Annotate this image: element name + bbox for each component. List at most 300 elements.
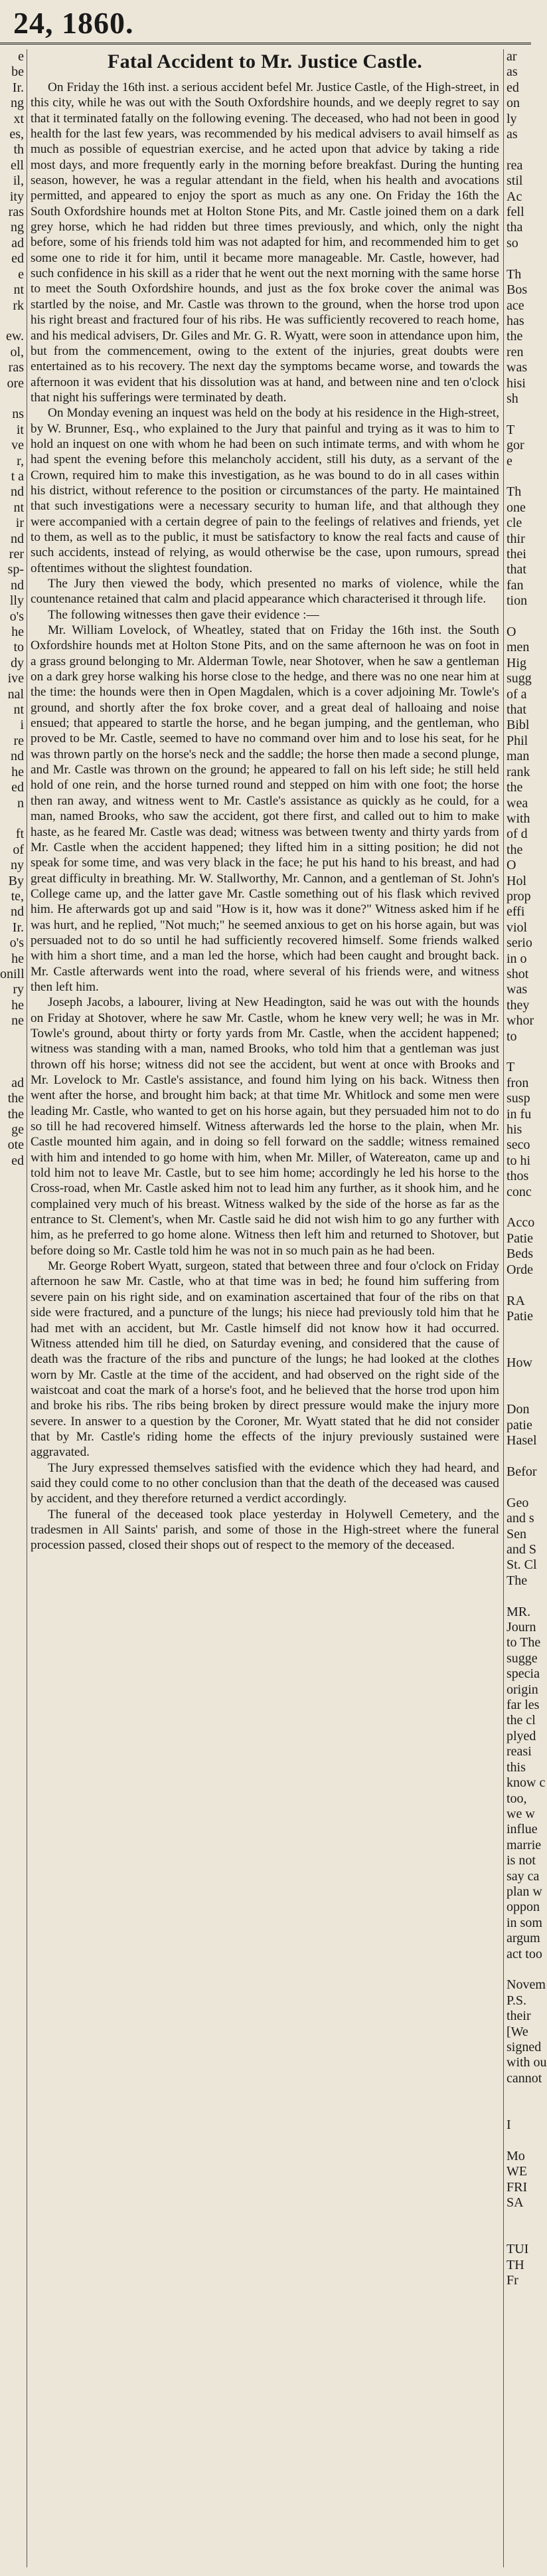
column-fragment: [0, 1542, 27, 1557]
column-fragment: act too: [507, 1946, 542, 1961]
column-fragment: ir: [15, 516, 24, 531]
column-fragment: ote: [7, 1138, 24, 1153]
column-fragment: [0, 2335, 27, 2351]
column-fragment: [0, 2273, 27, 2288]
column-fragment: so: [507, 235, 518, 250]
column-fragment: Bos: [507, 282, 528, 298]
column-fragment: nt: [13, 282, 24, 298]
column-fragment: [0, 1791, 27, 1807]
column-fragment: rank: [507, 764, 530, 779]
column-fragment: Journ: [507, 1620, 536, 1635]
column-fragment: viol: [507, 920, 528, 935]
column-fragment: [504, 1371, 532, 1387]
column-fragment: ew.: [5, 329, 24, 344]
column-fragment: [0, 2086, 27, 2102]
column-fragment: r,: [17, 453, 24, 468]
column-fragment: [504, 2086, 532, 2102]
column-fragment: susp: [507, 1091, 530, 1106]
column-fragment: ng: [11, 96, 24, 111]
column-fragment: [We: [507, 2024, 528, 2039]
column-fragment: TH: [507, 2257, 524, 2272]
column-fragment: cannot: [507, 2070, 542, 2086]
column-fragment: plyed: [507, 1728, 536, 1743]
column-fragment: conc: [507, 1184, 532, 1199]
column-fragment: sh: [507, 391, 518, 406]
column-fragment: one: [507, 500, 526, 515]
column-fragment: [0, 1044, 27, 1060]
column-fragment: to: [507, 1029, 517, 1044]
column-fragment: [504, 251, 532, 266]
column-fragment: whor: [507, 1013, 534, 1029]
column-fragment: that: [507, 702, 526, 718]
column-fragment: [0, 1605, 27, 1620]
column-fragment: they: [507, 997, 530, 1013]
column-fragment: hisi: [507, 375, 526, 391]
column-fragment: St. Cl: [507, 1557, 537, 1573]
column-fragment: Ir.: [12, 80, 24, 95]
column-fragment: [0, 2367, 27, 2382]
column-fragment: reasi: [507, 1744, 532, 1759]
column-fragment: [0, 1589, 27, 1604]
column-fragment: es,: [9, 127, 24, 142]
column-fragment: [504, 1340, 532, 1355]
column-fragment: [504, 1962, 532, 1977]
column-fragment: [0, 2149, 27, 2164]
column-fragment: the: [7, 1091, 24, 1106]
column-fragment: Hig: [507, 655, 526, 670]
column-fragment: [0, 1838, 27, 1853]
column-fragment: ren: [507, 344, 524, 359]
column-fragment: [0, 1060, 27, 1075]
column-fragment: gor: [507, 438, 524, 453]
column-fragment: has: [507, 313, 524, 328]
column-fragment: ft: [15, 827, 24, 842]
column-fragment: we w: [507, 1806, 535, 1821]
column-fragment: [0, 1231, 27, 1246]
column-fragment: ed: [507, 80, 519, 95]
right-adjacent-column: [503, 49, 547, 2567]
column-fragment: [504, 142, 532, 157]
column-fragment: stil: [507, 173, 523, 189]
column-fragment: ar: [507, 49, 517, 64]
column-fragment: [504, 1324, 532, 1339]
column-fragment: in fu: [507, 1106, 532, 1122]
column-fragment: nd: [11, 577, 24, 593]
column-fragment: be: [11, 64, 24, 80]
column-fragment: to hi: [507, 1153, 531, 1168]
column-fragment: ry: [13, 982, 24, 997]
column-fragment: of: [13, 842, 24, 857]
column-fragment: the: [7, 1106, 24, 1122]
column-fragment: argum: [507, 1931, 540, 1946]
column-fragment: RA: [507, 1293, 525, 1308]
column-fragment: e: [18, 266, 24, 282]
column-fragment: [0, 314, 27, 329]
column-fragment: he: [11, 625, 24, 640]
column-fragment: [0, 1947, 27, 1962]
column-fragment: [504, 1589, 532, 1604]
column-fragment: [0, 1729, 27, 1744]
column-fragment: [0, 1635, 27, 1650]
column-fragment: [0, 1527, 27, 1542]
column-fragment: il,: [13, 173, 24, 189]
column-fragment: the: [507, 842, 523, 857]
column-fragment: in o: [507, 951, 527, 966]
column-fragment: ad: [11, 1075, 24, 1090]
column-fragment: his: [507, 1122, 522, 1138]
column-fragment: [504, 469, 532, 484]
column-fragment: to: [13, 640, 24, 655]
column-fragment: nd: [11, 531, 24, 546]
column-fragment: [0, 2195, 27, 2211]
column-fragment: [0, 1557, 27, 1573]
column-fragment: the: [507, 329, 523, 344]
column-fragment: with: [507, 811, 530, 826]
column-fragment: with ou: [507, 2055, 547, 2070]
masthead: [0, 0, 531, 45]
column-fragment: The: [507, 1573, 528, 1588]
column-fragment: thei: [507, 547, 526, 561]
column-fragment: Fr: [507, 2273, 518, 2288]
column-fragment: tha: [507, 220, 523, 235]
column-fragment: MR.: [507, 1604, 531, 1619]
column-fragment: ore: [7, 375, 24, 391]
column-fragment: on: [507, 96, 520, 111]
column-fragment: [0, 1309, 27, 1324]
column-fragment: of d: [507, 827, 528, 842]
column-fragment: serio: [507, 936, 532, 951]
column-fragment: WE: [507, 2164, 528, 2179]
column-fragment: [0, 391, 27, 407]
column-fragment: [0, 1480, 27, 1495]
column-fragment: Don: [507, 1402, 530, 1417]
column-fragment: ed: [11, 780, 24, 795]
column-fragment: i: [20, 718, 24, 733]
column-fragment: nt: [13, 500, 24, 515]
column-fragment: origin: [507, 1682, 538, 1697]
column-fragment: as: [507, 64, 518, 80]
column-fragment: [0, 1822, 27, 1837]
column-fragment: [0, 2180, 27, 2195]
column-fragment: [0, 1324, 27, 1339]
column-fragment: influe: [507, 1822, 538, 1837]
column-fragment: nd: [11, 484, 24, 500]
column-fragment: Th: [507, 266, 522, 282]
column-fragment: ne: [11, 1013, 24, 1029]
column-fragment: Ir.: [12, 920, 24, 935]
column-fragment: their: [507, 2009, 531, 2024]
column-fragment: oppon: [507, 1900, 540, 1915]
column-fragment: Novem: [507, 1977, 546, 1993]
article-paragraph: Mr. George Robert Wyatt, surgeon, stated that between three and four o'clock on Friday afternoon he saw Mr. Castle, who at that time was in bed; he found him suffering from severe pain on his right side, and on examination ascertained that four of the ribs on that side were fractured, and a puncture of the lungs; his niece had previously told him that he had met with an accident, but Mr. Castle himself did not know how it had occurred. Witness attended him till he died, on Saturday evening, and considered that the cause of death was the fracture of the ribs and puncture of the lungs; he had looked at the clothes worn by Mr. Castle at the time of the accident, and had observed on the right side of the waistcoat and coat the mark of a horse's foot, and he believed that the horse trod upon him and broke his ribs. The ribs being broken by direct pressure would make the injury more severe. In answer to a question by the Coroner, Mr. Wyatt stated that he did not consider that by Mr. Castle's riding home the effects of the injury previously sustained were aggravated.: [31, 1259, 499, 1460]
column-fragment: he: [11, 764, 24, 779]
article-paragraph: The Jury then viewed the body, which presented no marks of violence, while the countenance retained that calm and placid appearance which characterised it through life.: [31, 577, 499, 607]
column-fragment: and s: [507, 1511, 534, 1526]
column-fragment: [0, 2133, 27, 2148]
column-fragment: o's: [9, 609, 24, 624]
column-fragment: [504, 1044, 532, 1060]
column-fragment: [0, 2055, 27, 2070]
column-fragment: [0, 1651, 27, 1666]
column-fragment: [0, 1496, 27, 1511]
column-fragment: [504, 2227, 532, 2242]
column-fragment: [0, 1340, 27, 1355]
column-fragment: [0, 1573, 27, 1589]
column-fragment: [0, 1402, 27, 1417]
column-fragment: xt: [13, 111, 24, 126]
column-fragment: ive: [7, 671, 24, 686]
column-fragment: [0, 1418, 27, 1433]
column-fragment: cle: [507, 516, 522, 531]
column-fragment: know c: [507, 1775, 546, 1791]
column-fragment: [504, 2102, 532, 2118]
column-fragment: patie: [507, 1417, 532, 1433]
column-fragment: [0, 2164, 27, 2179]
left-adjacent-column: [0, 49, 27, 2567]
column-fragment: e: [507, 453, 512, 468]
column-fragment: of a: [507, 686, 527, 702]
column-fragment: fell: [507, 205, 524, 220]
column-fragment: ity: [9, 189, 24, 204]
column-fragment: was: [507, 360, 528, 375]
article-paragraph: On Friday the 16th inst. a serious accident befel Mr. Justice Castle, of the High-street, in this city, while he was out with the South Oxfordshire hounds, and we deeply regret to say that it terminated fatally on the following evening. The deceased, who had not been in good health for the last few years, was recommended by his medical advisers to avail himself as much as possible of equestrian exercise, and he acted upon that advice by taking a ride most days, and more frequently early in the morning before breakfast. During the hunting season, however, he was a regular attendant in the field, when his health and avocations permitted, and appeared to enjoy the sport as much as any one. On Friday the 16th the South Oxfordshire hounds met at Holton Stone Pits, and Mr. Castle joined them on a dark grey horse, which he had ridden but three times previously, and which, only the night before, some of his friends told him was not adapted for him, and recommended him to get some one to ride it for him, until it became more manageable. Mr. Castle, however, had such confidence in his skill as a rider that he went out the next morning with the same horse to meet the South Oxfordshire hounds, and just as the fox broke cover the animal was startled by the noise, and Mr. Castle was thrown to the ground, when the horse trod upon his right breast and fractured four of his ribs. He was sufficiently recovered to reach home, and his medical advisers, Dr. Giles and Mr. G. R. Wyatt, were soon in attendance upon him, but from the commencement, owing to the extent of the injuries, great doubts were entertained as to his recovery. The next day the symptoms became worse, and towards the afternoon it was evident that his dissolution was at hand, and between nine and ten o'clock that night his sufferings were terminated by death.: [31, 80, 499, 405]
column-fragment: rer: [9, 547, 24, 561]
column-fragment: it: [16, 422, 24, 437]
column-fragment: [0, 2211, 27, 2226]
column-fragment: [504, 407, 532, 422]
column-fragment: ly: [507, 111, 517, 126]
column-fragment: Beds: [507, 1246, 533, 1262]
article-paragraph: The following witnesses then gave their evidence :—: [48, 607, 319, 622]
column-fragment: [0, 1246, 27, 1262]
column-fragment: onill: [0, 966, 25, 981]
column-fragment: [0, 1744, 27, 1759]
column-fragment: [0, 1620, 27, 1635]
column-fragment: tion: [507, 593, 528, 609]
column-fragment: [504, 1480, 532, 1495]
column-fragment: [0, 1449, 27, 1464]
column-fragment: [0, 1294, 27, 1309]
column-fragment: ve: [11, 438, 24, 453]
column-fragment: [0, 1511, 27, 1526]
column-fragment: I: [507, 2118, 511, 2133]
column-fragment: [0, 2040, 27, 2055]
column-fragment: nt: [13, 702, 24, 718]
column-fragment: [504, 1278, 532, 1293]
page-date: 24, 1860.: [13, 6, 134, 40]
column-fragment: is not: [507, 1853, 536, 1868]
column-fragment: [0, 1760, 27, 1775]
article-paragraph: Joseph Jacobs, a labourer, living at New Headington, said he was out with the hounds on Friday at Shotover, where he saw Mr. Castle, whom he knew very well; he was in Mr. Towle's ground, about thirty or forty yards from Mr. Castle, when the accident happened; witness was standing with a man, named Brooks, who told him that a gentleman was just thrown off his horse; witness did not see the accident, but went at once with Brooks and Mr. Lovelock to Mr. Castle's assistance, and found him lying on his back. Witness then went after the horse, and brought him back; at that time Mr. Whitlock and some men were leading Mr. Castle, who wanted to get on his horse again, but they persuaded him not to do so till he had recovered himself. Witness afterwards led the horse to the plain, when Mr. Castle mounted him again, and in doing so fell forward on the saddle; witness remained with him and intended to go home with him, when Mr. Miller, of Watereaton, came up and told him not to leave Mr. Castle, but to see him home; accordingly he led his horse to the Cross-road, when Mr. Castle asked him not to lead him any further, as it shook him, and he complained very much of his breast. Witness walked by the side of the horse as far as the entrance to St. Clement's, when Mr. Castle said he did not wish him to go any further with him, as he preferred to go home alone. Witness then left him and returned to Shotover, but before doing so Mr. Castle told him he was not in so much pain as he had been.: [31, 995, 499, 1258]
column-fragment: Mo: [507, 2148, 525, 2163]
column-fragment: [0, 1355, 27, 1371]
column-fragment: marrie: [507, 1837, 542, 1852]
column-fragment: Orde: [507, 1262, 533, 1277]
column-fragment: ny: [11, 858, 24, 873]
article-paragraph: On Monday evening an inquest was held on the body at his residence in the High-street, by W. Brunner, Esq., who explained to the Jury that painful and trying as it was to him to hold an inquest on one with whom he had been on such intimate terms, and with whom he had spent the evening before this melancholy accident, still his duty, as a servant of the Crown, required him to make this investigation, as he was bound to do in all cases within his district, without reference to the position or circumstances of the party. He maintained that such investigations were a necessary security to human life, and that although they were accompanied with a certain degree of pain to the feelings of relatives and friends, yet to them, as well as to the public, it must be satisfactory to know the real facts and cause of such accidents, instead of relying, as would otherwise be the case, upon rumours, spread oftentimes without the slightest foundation.: [31, 406, 499, 575]
column-fragment: te,: [11, 888, 24, 904]
column-fragment: P.S.: [507, 1993, 527, 2008]
column-fragment: rea: [507, 157, 523, 173]
column-fragment: [0, 1169, 27, 1184]
column-fragment: [0, 1666, 27, 1682]
column-fragment: ad: [11, 235, 24, 250]
column-fragment: [0, 1807, 27, 1822]
column-fragment: Ac: [507, 189, 522, 204]
column-fragment: [0, 1884, 27, 1900]
column-fragment: and S: [507, 1542, 536, 1557]
column-fragment: prop: [507, 888, 531, 904]
column-fragment: [0, 1900, 27, 1915]
column-fragment: FRI: [507, 2179, 528, 2195]
column-fragment: T: [507, 1060, 515, 1075]
column-fragment: far les: [507, 1698, 540, 1713]
column-fragment: man: [507, 749, 530, 764]
column-fragment: [0, 1698, 27, 1713]
column-fragment: Geo: [507, 1495, 529, 1510]
column-fragment: he: [11, 997, 24, 1013]
column-fragment: to The: [507, 1635, 541, 1650]
column-fragment: [0, 2289, 27, 2304]
column-fragment: thos: [507, 1169, 529, 1184]
column-fragment: th: [13, 142, 24, 157]
column-fragment: Phil: [507, 733, 528, 748]
column-fragment: [504, 1200, 532, 1215]
column-fragment: [0, 1262, 27, 1278]
column-fragment: as: [507, 127, 518, 142]
column-fragment: [0, 2258, 27, 2273]
column-fragment: [0, 2242, 27, 2257]
article-paragraph: The funeral of the deceased took place yesterday in Holywell Cemetery, and the tradesmen in All Saints' parish, and some of those in the High-street where the funeral procession passed, closed their shops out of respect to the memory of the deceased.: [31, 1507, 499, 1553]
column-fragment: Befor: [507, 1464, 537, 1479]
article-paragraph: Mr. William Lovelock, of Wheatley, stated that on Friday the 16th inst. the South Oxfordshire hounds met at Holton Stone Pits, and on the same afternoon he was on foot in a grass ground belonging to Mr. Alderman Towle, near Shotover, when he saw a gentleman on a dark grey horse walking his horse close to the hedge, and there was no one near him at the time: the hounds were then in Open Magdalen, which is a cover adjoining Mr. Towle's ground, and shortly after the fox broke cover, and a great deal of halloaing and noise ensued; that appeared to startle the horse, and he began jumping, and the gentleman, who proved to be Mr. Castle, seemed to have no command over him and to lose his seat, for he was thrown partly on the horse's neck and the saddle; the horse then made a second plunge, and Mr. Castle was thrown on the ground; he appeared to fall on his left side; he still held hold of one rein, and the horse turned round and stepped on him with one foot; the horse then ran away, and witness went to Mr. Castle's assistance as quickly as he could, for a man, named Brooks, who saw the accident, got there first, and called out to him to make haste, as he feared Mr. Castle was dead; witness was between twenty and thirty yards from Mr. Castle when the accident happened; they lifted him in a sitting position; he did not speak for some time, and was very black in the face; he put his hand to his breast, and had great difficulty in breathing. Mr. W. Stallworthy, Mr. Cannon, and a gentleman of St. John's College came up, and the latter gave Mr. Castle something out of his flask which revived him. He afterwards got up and said "How is it, how was it done?" Witness asked him if he was hurt, and he replied, "Not much;" he seemed anxious to get on his horse again, but was persuaded not to do so until he had sufficiently recovered himself. Some friends walked with him a short time, and a man led the horse, which had been caught and brought back. Mr. Castle afterwards went into the road, where several of his friends were, and witness then left him.: [31, 623, 499, 994]
column-fragment: sugg: [507, 671, 532, 686]
article-paragraph: The Jury expressed themselves satisfied with the evidence which they had heard, and said they could come to no other conclusion than that the death of the deceased was caused by accident, and they therefore returned a verdict accordingly.: [31, 1460, 499, 1506]
column-fragment: ns: [12, 407, 24, 422]
column-fragment: men: [507, 640, 530, 655]
column-fragment: [0, 1713, 27, 1728]
column-fragment: thir: [507, 531, 525, 546]
column-fragment: plan w: [507, 1884, 542, 1899]
column-fragment: ace: [507, 298, 524, 313]
column-fragment: [0, 1029, 27, 1044]
column-fragment: ras: [8, 360, 24, 375]
column-fragment: re: [13, 733, 24, 748]
column-fragment: signed: [507, 2040, 542, 2054]
column-fragment: [0, 2009, 27, 2024]
column-fragment: shot: [507, 966, 529, 981]
column-fragment: ge: [11, 1122, 24, 1138]
column-fragment: [0, 1931, 27, 1946]
column-fragment: Sen: [507, 1526, 526, 1541]
column-fragment: was: [507, 982, 528, 997]
column-fragment: [0, 1278, 27, 1293]
column-fragment: ng: [11, 220, 24, 235]
column-fragment: nd: [11, 904, 24, 920]
column-fragment: [0, 1977, 27, 1993]
column-fragment: seco: [507, 1138, 530, 1153]
column-fragment: [0, 1371, 27, 1387]
column-fragment: [504, 2133, 532, 2148]
column-fragment: e: [18, 49, 24, 64]
column-fragment: Acco: [507, 1215, 535, 1231]
column-fragment: this: [507, 1759, 526, 1775]
column-fragment: [0, 2071, 27, 2086]
column-fragment: [504, 2211, 532, 2226]
column-fragment: [0, 2304, 27, 2320]
column-fragment: in som: [507, 1915, 542, 1930]
column-fragment: too,: [507, 1791, 527, 1806]
column-fragment: [0, 1853, 27, 1868]
column-fragment: specia: [507, 1666, 540, 1682]
article: [31, 49, 499, 1553]
column-fragment: O: [507, 625, 516, 640]
column-fragment: [0, 1464, 27, 1480]
column-fragment: [0, 1200, 27, 1215]
column-fragment: [0, 2118, 27, 2133]
column-fragment: [0, 1993, 27, 2009]
column-fragment: [0, 1775, 27, 1791]
column-fragment: ras: [8, 205, 24, 220]
column-fragment: [0, 2025, 27, 2040]
column-fragment: nd: [11, 749, 24, 764]
column-fragment: ed: [11, 251, 24, 266]
column-fragment: [0, 2320, 27, 2335]
column-fragment: By: [8, 873, 24, 888]
column-fragment: that: [507, 562, 526, 577]
column-fragment: [0, 1433, 27, 1448]
column-fragment: [0, 2227, 27, 2242]
column-fragment: [504, 609, 532, 625]
column-fragment: sugge: [507, 1650, 538, 1666]
column-fragment: n: [17, 795, 24, 811]
column-fragment: rk: [13, 298, 24, 313]
column-fragment: [0, 2102, 27, 2118]
column-fragment: Patie: [507, 1231, 533, 1246]
column-fragment: O: [507, 858, 516, 873]
column-fragment: [0, 811, 27, 827]
column-fragment: [504, 1449, 532, 1464]
column-fragment: [0, 1869, 27, 1884]
column-fragment: fron: [507, 1075, 529, 1090]
column-fragment: effi: [507, 904, 525, 920]
article-headline: Fatal Accident to Mr. Justice Castle.: [107, 50, 423, 72]
column-fragment: Bibl: [507, 718, 530, 733]
column-fragment: ol,: [10, 344, 24, 359]
column-fragment: the: [507, 780, 523, 795]
column-fragment: nal: [7, 686, 24, 702]
column-fragment: [0, 1387, 27, 1402]
column-fragment: wea: [507, 795, 528, 811]
column-fragment: fan: [507, 577, 524, 593]
column-fragment: Patie: [507, 1308, 533, 1324]
column-fragment: sp-: [7, 562, 24, 577]
column-fragment: [504, 1387, 532, 1402]
column-fragment: [0, 1215, 27, 1231]
column-fragment: TUI: [507, 2242, 529, 2257]
column-fragment: lly: [9, 593, 24, 609]
column-fragment: the cl: [507, 1713, 536, 1728]
column-fragment: say ca: [507, 1868, 540, 1884]
column-fragment: he: [11, 951, 24, 966]
column-fragment: Hasel: [507, 1433, 537, 1448]
column-fragment: Th: [507, 484, 522, 500]
column-fragment: [0, 1962, 27, 1977]
column-fragment: [0, 1185, 27, 1200]
column-fragment: [0, 1916, 27, 1931]
column-fragment: dy: [11, 655, 24, 670]
column-fragment: T: [507, 422, 515, 437]
